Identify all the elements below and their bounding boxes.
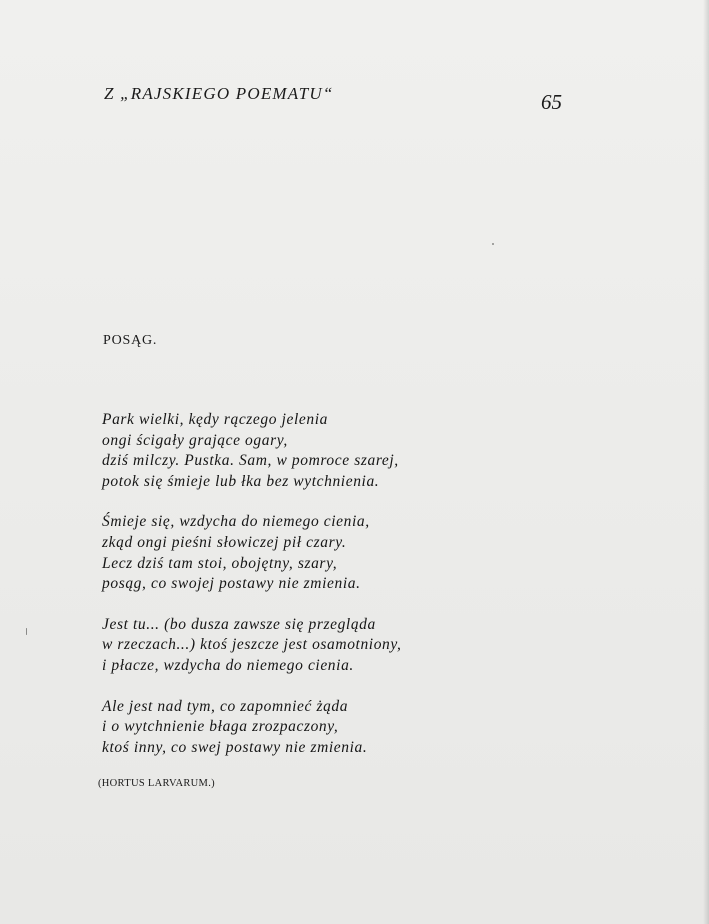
poem-line: ongi ścigały grające ogary,: [102, 431, 288, 449]
poem-line: i płacze, wzdycha do niemego cienia.: [102, 656, 354, 674]
stanza-2: [102, 512, 522, 594]
stanza-1: [102, 410, 522, 492]
page-number: 65: [541, 90, 562, 114]
poem-line: Śmieje się, wzdycha do niemego cienia,: [102, 513, 370, 531]
poem-line: Park wielki, kędy rączego jelenia: [102, 411, 328, 428]
running-title: Z „RAJSKIEGO POEMATU“: [104, 84, 334, 103]
poem-source: (HORTUS LARVARUM.): [98, 778, 215, 789]
paper-speck: [492, 243, 494, 245]
stanza-3: [102, 615, 522, 677]
poem-line: zkąd ongi pieśni słowiczej pił czary.: [102, 533, 347, 551]
poem-line: Jest tu... (bo dusza zawsze się przegląda: [102, 615, 376, 633]
page-edge-shadow: [703, 0, 709, 924]
poem-line: posąg, co swojej postawy nie zmienia.: [102, 575, 361, 593]
poem-line: w rzeczach...) ktoś jeszcze jest osamotniony,: [102, 636, 402, 654]
poem-line: Lecz dziś tam stoi, obojętny, szary,: [102, 554, 338, 572]
paper-speck: [26, 628, 27, 635]
poem-line: dziś milczy. Pustka. Sam, w pomroce szarej,: [102, 452, 399, 470]
poem-line: potok się śmieje lub łka bez wytchnienia.: [102, 472, 380, 490]
poem-line: ktoś inny, co swej postawy nie zmienia.: [102, 738, 368, 756]
poem-title: POSĄG.: [103, 333, 158, 348]
stanza-4: [102, 697, 522, 759]
poem-line: i o wytchnienie błaga zrozpaczony,: [102, 718, 339, 736]
poem-line: Ale jest nad tym, co zapomnieć żąda: [102, 697, 349, 715]
poem-body: [102, 410, 522, 778]
